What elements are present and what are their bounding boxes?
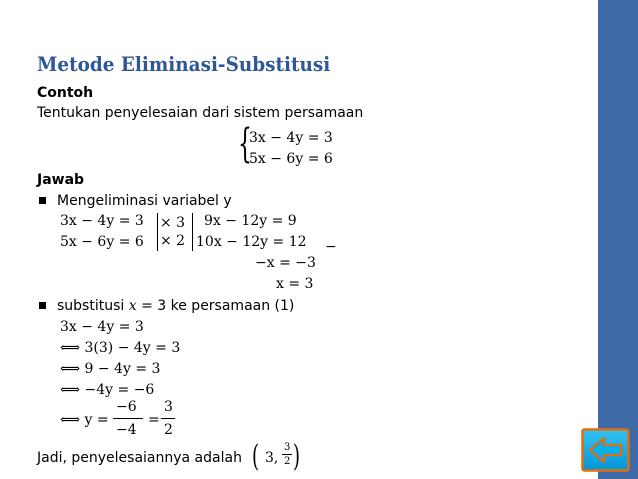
system-brace: {	[238, 121, 252, 167]
frac1-line	[113, 418, 143, 419]
step1-result1: −x = −3	[255, 255, 316, 271]
step1-right-bar	[192, 213, 193, 251]
conclusion-close-paren: )	[293, 439, 301, 474]
step2-text: substitusi x = 3 ke persamaan (1)	[57, 298, 295, 314]
conclusion-y-numerator: 3	[284, 442, 291, 453]
step1-minus-sign: −	[325, 239, 337, 255]
frac1-denominator: −4	[116, 422, 137, 438]
step1-text: Mengeliminasi variabel y	[57, 193, 232, 209]
step1-right-eq1: 9x − 12y = 9	[204, 213, 297, 229]
bullet-step1	[39, 197, 46, 204]
conclusion-value-x: 3,	[265, 450, 279, 466]
frac2-line	[161, 418, 175, 419]
step2-line2: ⟺ 3(3) − 4y = 3	[60, 340, 181, 356]
step1-left-bar	[157, 213, 158, 251]
step1-left-eq1: 3x − 4y = 3	[60, 213, 144, 229]
step1-left-eq2: 5x − 6y = 6	[60, 234, 144, 250]
frac2-numerator: 3	[164, 399, 173, 415]
conclusion-text: Jadi, penyelesaiannya adalah	[37, 450, 242, 466]
conclusion-y-denominator: 2	[284, 456, 291, 467]
contoh-label: Contoh	[37, 85, 94, 101]
slide-title: Metode Eliminasi-Substitusi	[37, 52, 331, 76]
conclusion-open-paren: (	[252, 439, 260, 474]
step1-result2: x = 3	[276, 276, 314, 292]
frac2-denominator: 2	[164, 422, 173, 438]
system-eq2: 5x − 6y = 6	[249, 151, 333, 167]
sidebar-bar	[598, 0, 638, 479]
left-arrow-icon	[581, 428, 630, 472]
jawab-label: Jawab	[37, 172, 85, 188]
step2-equals: =	[148, 412, 160, 428]
back-button[interactable]	[581, 428, 630, 472]
system-eq1: 3x − 4y = 3	[249, 130, 333, 146]
step2-line1: 3x − 4y = 3	[60, 319, 144, 335]
step2-line4: ⟺ −4y = −6	[60, 382, 155, 398]
intro-text: Tentukan penyelesaian dari sistem persamaan	[37, 105, 364, 121]
step1-mult1: × 3	[160, 215, 186, 231]
frac1-numerator: −6	[116, 399, 137, 415]
step1-right-eq2: 10x − 12y = 12	[196, 234, 307, 250]
step1-mult2: × 2	[160, 233, 186, 249]
bullet-step2	[39, 302, 46, 309]
step2-line3: ⟺ 9 − 4y = 3	[60, 361, 161, 377]
conclusion-frac-line	[282, 454, 292, 455]
step2-line5-prefix: ⟺ y =	[60, 412, 109, 428]
